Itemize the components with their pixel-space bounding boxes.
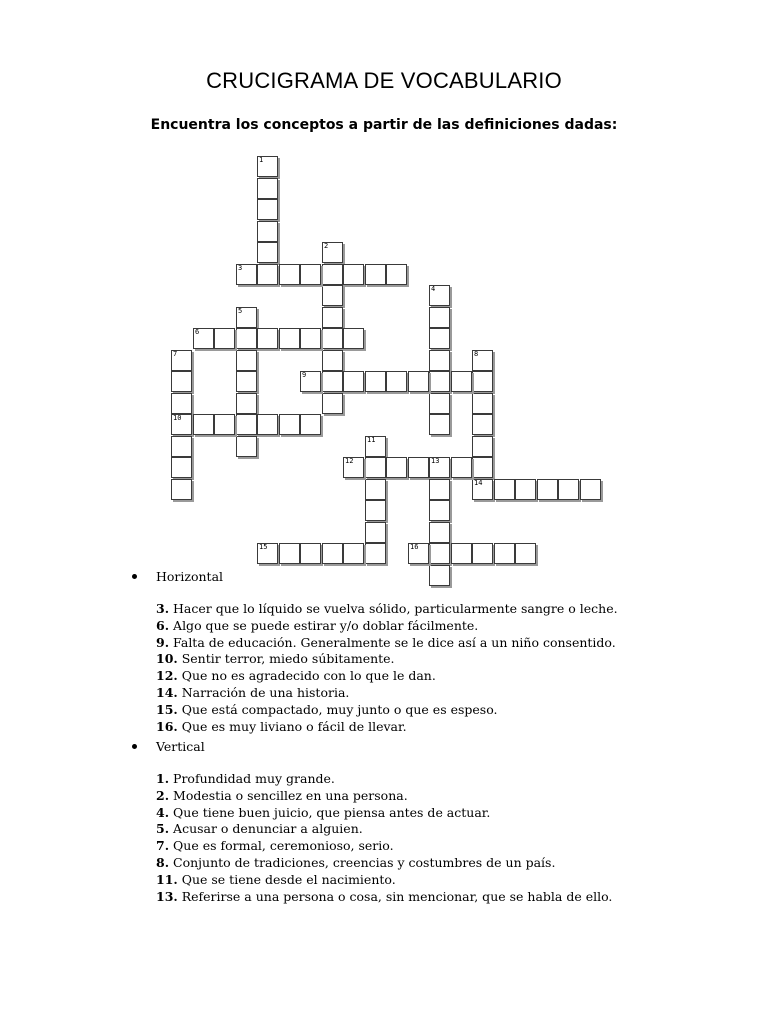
crossword-cell[interactable]: [300, 264, 321, 285]
clue-text: Conjunto de tradiciones, creencias y costumbres de un país.: [169, 854, 556, 870]
crossword-cell[interactable]: [343, 328, 364, 349]
crossword-cell[interactable]: [386, 371, 407, 392]
clue-text: Profundidad muy grande.: [169, 771, 335, 786]
vertical-heading: Vertical: [156, 739, 205, 754]
crossword-cell[interactable]: [365, 457, 386, 478]
crossword-cell[interactable]: [322, 328, 343, 349]
crossword-cell[interactable]: [322, 371, 343, 392]
clue-number: 9.: [156, 634, 170, 650]
clue-text: Acusar o denunciar a alguien.: [169, 821, 363, 837]
crossword-cell[interactable]: [429, 350, 450, 371]
clue-item: [156, 702, 618, 719]
crossword-cell[interactable]: [322, 242, 343, 263]
crossword-cell[interactable]: [343, 371, 364, 392]
clue-text: Que no es agradecido con lo que le dan.: [177, 668, 436, 684]
clue-text: Referirse a una persona o cosa, sin mencionar, que se habla de ello.: [177, 888, 613, 904]
clue-text: Que es muy liviano o fácil de llevar.: [177, 718, 407, 734]
crossword-cell[interactable]: [580, 479, 601, 500]
clue-item: [156, 889, 612, 906]
crossword-cell[interactable]: [429, 414, 450, 435]
crossword-cell[interactable]: [515, 543, 536, 564]
crossword-cell[interactable]: [429, 565, 450, 586]
clue-item: [156, 821, 612, 838]
clue-item: [156, 805, 612, 822]
clue-number: 10.: [156, 651, 178, 667]
crossword-cell[interactable]: [429, 543, 450, 564]
crossword-cell[interactable]: [343, 457, 364, 478]
crossword-cell[interactable]: [386, 264, 407, 285]
clue-text: Que se tiene desde el nacimiento.: [177, 871, 396, 887]
crossword-cell[interactable]: [171, 436, 192, 457]
crossword-cell[interactable]: [171, 350, 192, 371]
clue-item: [156, 601, 618, 618]
clue-number: 13.: [156, 888, 178, 904]
crossword-cell[interactable]: [257, 242, 278, 263]
clue-text: Algo que se puede estirar y/o doblar fácilmente.: [169, 617, 479, 633]
clue-number: 6.: [156, 617, 170, 633]
crossword-cell[interactable]: [300, 328, 321, 349]
crossword-cell[interactable]: [257, 221, 278, 242]
clue-text: Modestia o sencillez en una persona.: [169, 787, 408, 803]
clue-number: 5.: [156, 821, 170, 837]
crossword-cell[interactable]: [322, 307, 343, 328]
crossword-cell[interactable]: [236, 371, 257, 392]
crossword-cell[interactable]: [429, 522, 450, 543]
clue-item: [156, 838, 612, 855]
crossword-cell[interactable]: [408, 457, 429, 478]
crossword-cell[interactable]: [472, 393, 493, 414]
crossword-cell[interactable]: [236, 350, 257, 371]
clue-number: 14.: [156, 684, 178, 700]
crossword-cell[interactable]: [236, 307, 257, 328]
crossword-cell[interactable]: [322, 393, 343, 414]
clue-text: Falta de educación. Generalmente se le dice así a un niño consentido.: [169, 634, 616, 650]
clue-item: [156, 855, 612, 872]
crossword-cell[interactable]: [365, 479, 386, 500]
clue-text: Que es formal, ceremonioso, serio.: [169, 838, 394, 854]
crossword-cell[interactable]: [365, 500, 386, 521]
crossword-cell[interactable]: [558, 479, 579, 500]
crossword-cell[interactable]: [365, 543, 386, 564]
crossword-cell[interactable]: [257, 264, 278, 285]
page-subtitle: Encuentra los conceptos a partir de las definiciones dadas:: [150, 117, 618, 133]
crossword-cell[interactable]: [257, 156, 278, 177]
clue-text: Hacer que lo líquido se vuelva sólido, particularmente sangre o leche.: [169, 601, 618, 616]
crossword-cell[interactable]: [451, 371, 472, 392]
crossword-cell[interactable]: [472, 479, 493, 500]
bullet-icon: [132, 574, 137, 579]
clue-number: 4.: [156, 804, 170, 820]
crossword-cell[interactable]: [429, 479, 450, 500]
crossword-cell[interactable]: [171, 414, 192, 435]
crossword-cell[interactable]: [279, 414, 300, 435]
crossword-cell[interactable]: [322, 285, 343, 306]
crossword-cell[interactable]: [257, 328, 278, 349]
crossword-cell[interactable]: [171, 393, 192, 414]
crossword-cell[interactable]: [171, 479, 192, 500]
crossword-cell[interactable]: [214, 328, 235, 349]
crossword-cell[interactable]: [214, 414, 235, 435]
horizontal-clue-list: [156, 601, 618, 735]
crossword-cell[interactable]: [515, 479, 536, 500]
crossword-cell[interactable]: [300, 371, 321, 392]
crossword-cell[interactable]: [429, 307, 450, 328]
crossword-cell[interactable]: [408, 543, 429, 564]
crossword-cell[interactable]: [279, 543, 300, 564]
cell-number: 16: [410, 543, 419, 551]
clue-text: Que está compactado, muy junto o que es espeso.: [177, 701, 498, 717]
crossword-cell[interactable]: [257, 543, 278, 564]
vertical-clue-list: [156, 771, 612, 905]
crossword-cell[interactable]: [171, 457, 192, 478]
clue-item: [156, 872, 612, 889]
clue-item: [156, 788, 612, 805]
cell-number: 13: [431, 457, 440, 465]
clue-number: 8.: [156, 854, 170, 870]
crossword-cell[interactable]: [193, 414, 214, 435]
clue-number: 16.: [156, 718, 178, 734]
clue-item: [156, 771, 612, 788]
crossword-cell[interactable]: [343, 264, 364, 285]
cell-number: 12: [345, 457, 354, 465]
crossword-cell[interactable]: [300, 414, 321, 435]
clue-text: Narración de una historia.: [177, 684, 350, 700]
crossword-cell[interactable]: [257, 199, 278, 220]
crossword-cell[interactable]: [343, 543, 364, 564]
clue-number: 1.: [156, 771, 170, 786]
clue-number: 12.: [156, 668, 178, 684]
cell-number: 3: [238, 264, 243, 272]
clue-number: 15.: [156, 701, 178, 717]
crossword-cell[interactable]: [429, 393, 450, 414]
crossword-cell[interactable]: [472, 436, 493, 457]
crossword-cell[interactable]: [472, 457, 493, 478]
clue-number: 11.: [156, 871, 178, 887]
crossword-cell[interactable]: [429, 500, 450, 521]
crossword-cell[interactable]: [429, 285, 450, 306]
crossword-cell[interactable]: [472, 543, 493, 564]
crossword-cell[interactable]: [300, 543, 321, 564]
cell-number: 5: [238, 307, 243, 315]
crossword-cell[interactable]: [322, 543, 343, 564]
clue-item: [156, 651, 618, 668]
clue-number: 3.: [156, 601, 170, 616]
crossword-cell[interactable]: [472, 414, 493, 435]
crossword-cell[interactable]: [193, 328, 214, 349]
crossword-cell[interactable]: [236, 264, 257, 285]
clue-item: [156, 668, 618, 685]
crossword-cell[interactable]: [429, 371, 450, 392]
cell-number: 4: [431, 285, 436, 293]
crossword-cell[interactable]: [537, 479, 558, 500]
crossword-cell[interactable]: [257, 414, 278, 435]
crossword-cell[interactable]: [472, 371, 493, 392]
clue-item: [156, 719, 618, 736]
clue-text: Sentir terror, miedo súbitamente.: [177, 651, 395, 667]
cell-number: 15: [259, 543, 268, 551]
crossword-cell[interactable]: [451, 543, 472, 564]
crossword-cell[interactable]: [236, 328, 257, 349]
crossword-cell[interactable]: [322, 350, 343, 371]
cell-number: 10: [173, 414, 182, 422]
cell-number: 2: [324, 242, 329, 250]
crossword-cell[interactable]: [236, 436, 257, 457]
crossword-cell[interactable]: [429, 457, 450, 478]
crossword-cell[interactable]: [408, 371, 429, 392]
clue-number: 2.: [156, 787, 170, 803]
crossword-cell[interactable]: [279, 264, 300, 285]
crossword-cell[interactable]: [472, 350, 493, 371]
crossword-cell[interactable]: [429, 328, 450, 349]
bullet-icon: [132, 744, 137, 749]
cell-number: 14: [474, 479, 483, 487]
cell-number: 1: [259, 156, 264, 164]
clue-item: [156, 685, 618, 702]
cell-number: 8: [474, 350, 479, 358]
crossword-cell[interactable]: [322, 264, 343, 285]
crossword-cell[interactable]: [494, 479, 515, 500]
crossword-cell[interactable]: [386, 457, 407, 478]
crossword-cell[interactable]: [365, 371, 386, 392]
crossword-cell[interactable]: [236, 414, 257, 435]
clue-text: Que tiene buen juicio, que piensa antes de actuar.: [169, 804, 491, 820]
crossword-cell[interactable]: [365, 264, 386, 285]
clue-item: [156, 618, 618, 635]
crossword-cell[interactable]: [279, 328, 300, 349]
crossword-cell[interactable]: [171, 371, 192, 392]
crossword-cell[interactable]: [365, 436, 386, 457]
crossword-cell[interactable]: [365, 522, 386, 543]
cell-number: 6: [195, 328, 200, 336]
page-title: CRUCIGRAMA DE VOCABULARIO: [206, 68, 562, 93]
cell-number: 7: [173, 350, 178, 358]
crossword-cell[interactable]: [451, 457, 472, 478]
clue-number: 7.: [156, 838, 170, 854]
horizontal-heading: Horizontal: [156, 569, 224, 584]
crossword-cell[interactable]: [257, 178, 278, 199]
crossword-cell[interactable]: [236, 393, 257, 414]
clue-item: [156, 635, 618, 652]
crossword-cell[interactable]: [494, 543, 515, 564]
cell-number: 9: [302, 371, 307, 379]
cell-number: 11: [367, 436, 376, 444]
